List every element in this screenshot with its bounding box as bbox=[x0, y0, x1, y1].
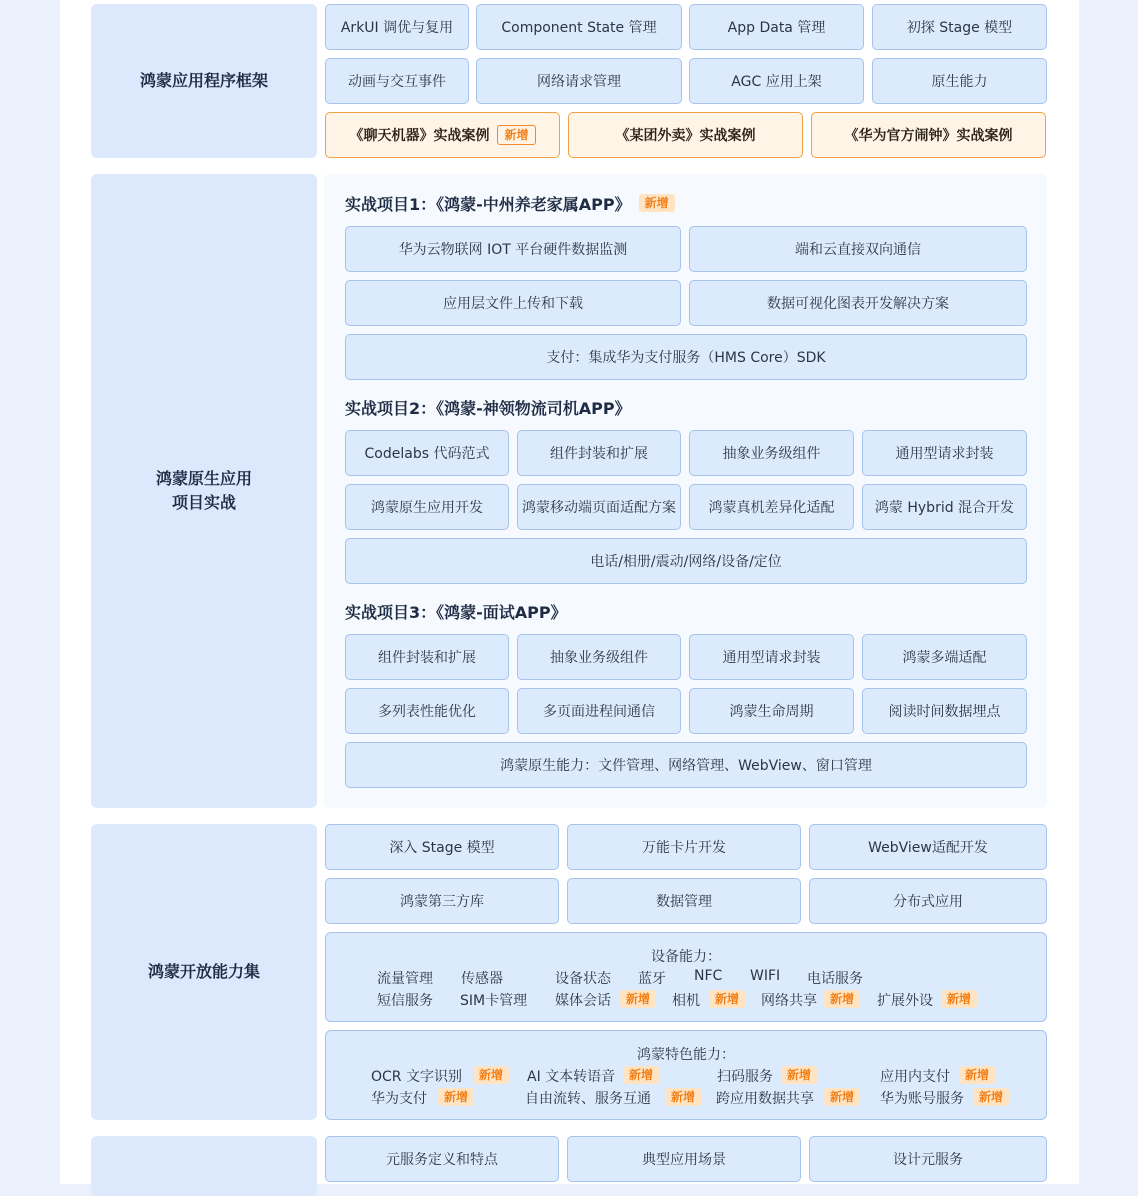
section-title-open-capabilities: 鸿蒙开放能力集 bbox=[91, 824, 317, 1120]
topic-meta-service-definition[interactable]: 元服务定义和特点 bbox=[325, 1136, 559, 1182]
topic-animation[interactable]: 动画与交互事件 bbox=[325, 58, 469, 104]
p3-topic[interactable]: 组件封装和扩展 bbox=[345, 634, 509, 680]
topic-data-management[interactable]: 数据管理 bbox=[567, 878, 801, 924]
new-badge: 新增 bbox=[639, 194, 675, 212]
new-badge: 新增 bbox=[473, 1066, 509, 1084]
capability-item: 跨应用数据共享 bbox=[716, 1091, 814, 1107]
p1-topic[interactable]: 应用层文件上传和下载 bbox=[345, 280, 681, 326]
capability-item: OCR 文字识别 bbox=[371, 1069, 462, 1085]
new-badge: 新增 bbox=[973, 1088, 1009, 1106]
p2-topic[interactable]: 通用型请求封装 bbox=[862, 430, 1027, 476]
topic-arkui[interactable]: ArkUI 调优与复用 bbox=[325, 4, 469, 50]
capability-item: 蓝牙 bbox=[638, 971, 666, 987]
new-badge: 新增 bbox=[620, 990, 656, 1008]
topic-design-meta-service[interactable]: 设计元服务 bbox=[809, 1136, 1047, 1182]
project3-title: 实战项目3：《鸿蒙-面试APP》 bbox=[345, 602, 567, 622]
new-badge: 新增 bbox=[824, 1088, 860, 1106]
capability-item: NFC bbox=[694, 968, 723, 984]
capability-item: 电话服务 bbox=[807, 971, 863, 987]
section-title-project-practice bbox=[91, 174, 317, 808]
capability-item: 短信服务 bbox=[377, 993, 433, 1009]
section-title-line1: 鸿蒙原生应用 bbox=[155, 469, 252, 488]
new-badge: 新增 bbox=[824, 990, 860, 1008]
capability-item: 相机 bbox=[672, 993, 700, 1009]
new-badge: 新增 bbox=[665, 1088, 701, 1106]
capability-item: 自由流转、服务互通 bbox=[525, 1091, 651, 1107]
topic-agc[interactable]: AGC 应用上架 bbox=[689, 58, 864, 104]
p2-topic[interactable]: Codelabs 代码范式 bbox=[345, 430, 509, 476]
case-food-delivery[interactable]: 《某团外卖》实战案例 bbox=[568, 112, 803, 158]
p2-topic[interactable]: 电话/相册/震动/网络/设备/定位 bbox=[345, 538, 1027, 584]
p3-topic[interactable]: 多页面进程间通信 bbox=[517, 688, 681, 734]
p2-topic[interactable]: 抽象业务级组件 bbox=[689, 430, 854, 476]
capability-item: 流量管理 bbox=[377, 971, 433, 987]
section-title-meta-service bbox=[91, 1136, 317, 1196]
project1-title-text: 实战项目1：《鸿蒙-中州养老家属APP》 bbox=[345, 194, 631, 214]
topic-native-ability[interactable]: 原生能力 bbox=[872, 58, 1047, 104]
p3-topic[interactable]: 通用型请求封装 bbox=[689, 634, 854, 680]
section-title-app-framework: 鸿蒙应用程序框架 bbox=[91, 4, 317, 158]
device-capabilities-box bbox=[325, 932, 1047, 1022]
capability-item: 传感器 bbox=[461, 971, 503, 987]
p3-topic[interactable]: 鸿蒙生命周期 bbox=[689, 688, 854, 734]
capability-item: AI 文本转语音 bbox=[527, 1069, 616, 1085]
capability-item: 媒体会话 bbox=[555, 993, 611, 1009]
p1-topic[interactable]: 端和云直接双向通信 bbox=[689, 226, 1027, 272]
capability-item: 网络共享 bbox=[761, 993, 817, 1009]
case-chatbot[interactable] bbox=[325, 112, 560, 158]
topic-stage-model[interactable]: 初探 Stage 模型 bbox=[872, 4, 1047, 50]
new-badge: 新增 bbox=[623, 1066, 659, 1084]
new-badge: 新增 bbox=[959, 1066, 995, 1084]
p3-topic[interactable]: 鸿蒙原生能力：文件管理、网络管理、WebView、窗口管理 bbox=[345, 742, 1027, 788]
capability-item: 华为支付 bbox=[371, 1091, 427, 1107]
capability-item: 扫码服务 bbox=[717, 1069, 773, 1085]
p2-topic[interactable]: 鸿蒙原生应用开发 bbox=[345, 484, 509, 530]
p2-topic[interactable]: 组件封装和扩展 bbox=[517, 430, 681, 476]
p1-topic[interactable]: 数据可视化图表开发解决方案 bbox=[689, 280, 1027, 326]
device-capabilities-title: 设备能力： bbox=[651, 949, 721, 965]
project1-title bbox=[345, 191, 675, 215]
topic-service-card[interactable]: 万能卡片开发 bbox=[567, 824, 801, 870]
case-chatbot-label: 《聊天机器》实战案例 bbox=[349, 128, 490, 144]
topic-typical-scenarios[interactable]: 典型应用场景 bbox=[567, 1136, 801, 1182]
topic-component-state[interactable]: Component State 管理 bbox=[476, 4, 682, 50]
capability-item: 华为账号服务 bbox=[880, 1091, 964, 1107]
capability-item: 扩展外设 bbox=[877, 993, 933, 1009]
p3-topic[interactable]: 多列表性能优化 bbox=[345, 688, 509, 734]
p3-topic[interactable]: 阅读时间数据埋点 bbox=[862, 688, 1027, 734]
capability-item: 设备状态 bbox=[555, 971, 611, 987]
topic-app-data[interactable]: App Data 管理 bbox=[689, 4, 864, 50]
capability-item: 应用内支付 bbox=[880, 1069, 950, 1085]
p3-topic[interactable]: 抽象业务级组件 bbox=[517, 634, 681, 680]
topic-network-request[interactable]: 网络请求管理 bbox=[476, 58, 682, 104]
new-badge: 新增 bbox=[438, 1088, 474, 1106]
case-huawei-clock[interactable]: 《华为官方闹钟》实战案例 bbox=[811, 112, 1046, 158]
capability-item: WIFI bbox=[750, 968, 781, 984]
special-capabilities-box bbox=[325, 1030, 1047, 1120]
new-badge: 新增 bbox=[497, 125, 535, 145]
special-capabilities-title: 鸿蒙特色能力： bbox=[637, 1047, 735, 1063]
topic-webview[interactable]: WebView适配开发 bbox=[809, 824, 1047, 870]
capability-item: SIM卡管理 bbox=[460, 993, 528, 1009]
new-badge: 新增 bbox=[941, 990, 977, 1008]
p2-topic[interactable]: 鸿蒙 Hybrid 混合开发 bbox=[862, 484, 1027, 530]
new-badge: 新增 bbox=[709, 990, 745, 1008]
p2-topic[interactable]: 鸿蒙真机差异化适配 bbox=[689, 484, 854, 530]
section-title-line2: 项目实战 bbox=[171, 493, 236, 512]
p2-topic[interactable]: 鸿蒙移动端页面适配方案 bbox=[517, 484, 681, 530]
p1-topic[interactable]: 华为云物联网 IOT 平台硬件数据监测 bbox=[345, 226, 681, 272]
p3-topic[interactable]: 鸿蒙多端适配 bbox=[862, 634, 1027, 680]
topic-third-party-lib[interactable]: 鸿蒙第三方库 bbox=[325, 878, 559, 924]
new-badge: 新增 bbox=[781, 1066, 817, 1084]
project2-title: 实战项目2：《鸿蒙-神领物流司机APP》 bbox=[345, 398, 631, 418]
topic-stage-deep[interactable]: 深入 Stage 模型 bbox=[325, 824, 559, 870]
topic-distributed-app[interactable]: 分布式应用 bbox=[809, 878, 1047, 924]
p1-topic[interactable]: 支付：集成华为支付服务（HMS Core）SDK bbox=[345, 334, 1027, 380]
